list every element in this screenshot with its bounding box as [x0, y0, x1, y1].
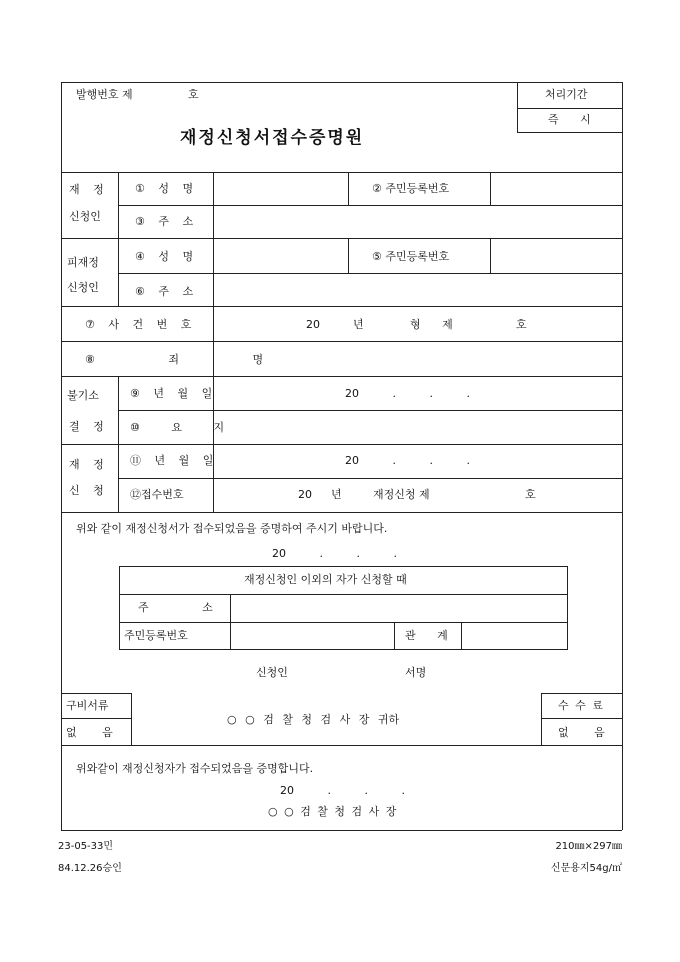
- bottom-line-top: [61, 693, 131, 694]
- nonprosecution-date-label: ⑨ 년 월 일: [130, 387, 218, 400]
- processing-period-label: 처리기간: [545, 88, 588, 101]
- frame-top: [61, 82, 622, 83]
- row-line-10: [61, 512, 622, 513]
- col-line-b: [118, 376, 119, 512]
- docs-mid-line: [61, 718, 131, 719]
- approval-date: 84.12.26승인: [58, 863, 122, 874]
- row-line-2: [61, 238, 622, 239]
- bottom-line-top-right: [541, 693, 622, 694]
- fee-left: [541, 693, 542, 745]
- row-line-1: [118, 205, 622, 206]
- sub-table-line-1: [119, 594, 568, 595]
- frame-bottom: [61, 830, 622, 831]
- signature-sign-label: 서명: [405, 666, 427, 679]
- respondent-label-2: 신청인: [67, 281, 99, 294]
- docs-right: [131, 693, 132, 745]
- paper-type: 신문용지54g/㎡: [550, 863, 622, 874]
- period-box-mid: [517, 108, 622, 109]
- nonprosecution-summary-label: ⑩ 요 지: [130, 421, 228, 434]
- row-line-7: [118, 410, 622, 411]
- period-box-left: [517, 82, 518, 132]
- respondent-reg-label: ⑤ 주민등록번호: [372, 250, 450, 263]
- applicant-signature-label: 신청인: [256, 666, 288, 679]
- respondent-label-1: 피재정: [67, 256, 99, 269]
- row-line-8: [61, 444, 622, 445]
- case-ho: 호: [516, 318, 527, 331]
- row-line-3: [118, 273, 622, 274]
- row-line-9: [118, 478, 622, 479]
- paper-size: 210㎜×297㎜: [555, 841, 622, 852]
- sub-table-col-2: [394, 622, 395, 649]
- sub-table-left: [119, 566, 120, 649]
- applicant-reg-label: ② 주민등록번호: [372, 182, 450, 195]
- ruling-receipt-type: 재정신청 제: [373, 488, 430, 501]
- ruling-date-label: ⑪ 년 월 일: [130, 454, 219, 467]
- applicant-addr-label: ③ 주 소: [135, 215, 199, 228]
- ruling-date-value: 20 . . .: [345, 454, 470, 467]
- col-line-f: [348, 238, 349, 273]
- frame-right: [622, 82, 623, 830]
- applicant-label-1: 재 정: [69, 183, 109, 196]
- other-addr-label: 주 소: [138, 601, 213, 614]
- ruling-label-1: 재 정: [69, 458, 109, 471]
- nonprosecution-date-value: 20 . . .: [345, 387, 470, 400]
- respondent-addr-label: ⑥ 주 소: [135, 285, 199, 298]
- respondent-name-label: ④ 성 명: [135, 250, 199, 263]
- table-top: [61, 172, 622, 173]
- processing-period-value: 즉 시: [548, 113, 600, 126]
- sub-table-top: [119, 566, 568, 567]
- other-applicant-header: 재정신청인 이외의 자가 신청할 때: [244, 573, 407, 586]
- sub-table-bottom: [119, 649, 568, 650]
- ruling-receipt-year-unit: 년: [331, 488, 342, 501]
- confirm-date: 20 . . .: [280, 784, 405, 797]
- sub-table-line-2: [119, 622, 568, 623]
- issue-number-label: 발행번호 제: [76, 88, 133, 101]
- fee-label: 수 수 료: [558, 699, 603, 712]
- applicant-label-2: 신청인: [69, 210, 101, 223]
- form-code: 23-05-33민: [58, 841, 114, 852]
- nonprosecution-label-1: 불기소: [67, 389, 99, 402]
- row-line-6: [61, 376, 622, 377]
- bottom-line-2: [61, 745, 622, 746]
- docs-label: 구비서류: [66, 699, 109, 712]
- other-relation-label: 관 계: [405, 629, 448, 642]
- col-line-a: [118, 172, 119, 306]
- row-line-5: [61, 341, 622, 342]
- other-reg-label: 주민등록번호: [124, 629, 188, 642]
- crime-label: ⑧ 죄 명: [85, 353, 264, 366]
- nonprosecution-label-2: 결 정: [69, 420, 109, 433]
- col-line-e: [490, 172, 491, 205]
- case-type: 형 제: [410, 318, 462, 331]
- prosecutor-signature: ○ ○ 검 찰 청 검 사 장: [268, 805, 397, 818]
- case-year: 20: [306, 318, 320, 331]
- applicant-name-label: ① 성 명: [135, 182, 199, 195]
- case-number-label: ⑦ 사 건 번 호: [85, 318, 197, 331]
- col-line-g: [490, 238, 491, 273]
- period-box-bottom: [517, 132, 622, 133]
- sub-table-col-3: [461, 622, 462, 649]
- issue-number-ho: 호: [188, 88, 199, 101]
- ruling-receipt-ho: 호: [525, 488, 536, 501]
- row-line-4: [61, 306, 622, 307]
- addressee: ○ ○ 검 찰 청 검 사 장 귀하: [227, 713, 400, 726]
- fee-mid-line: [541, 718, 622, 719]
- fee-value: 없 음: [558, 726, 605, 739]
- ruling-receipt-year: 20: [298, 488, 312, 501]
- sub-table-col-1: [230, 594, 231, 649]
- docs-value: 없 음: [66, 726, 113, 739]
- confirm-text: 위와같이 재정신청자가 접수되었음을 증명합니다.: [76, 762, 314, 775]
- ruling-receipt-label: ⑫접수번호: [130, 488, 184, 501]
- certify-text: 위와 같이 재정신청서가 접수되었음을 증명하여 주시기 바랍니다.: [76, 522, 388, 535]
- sub-table-right: [567, 566, 568, 649]
- ruling-label-2: 신 청: [69, 484, 109, 497]
- certify-date: 20 . . .: [272, 547, 397, 560]
- form-title: 재정신청서접수증명원: [180, 128, 365, 148]
- col-line-d: [348, 172, 349, 205]
- case-year-unit: 년: [353, 318, 364, 331]
